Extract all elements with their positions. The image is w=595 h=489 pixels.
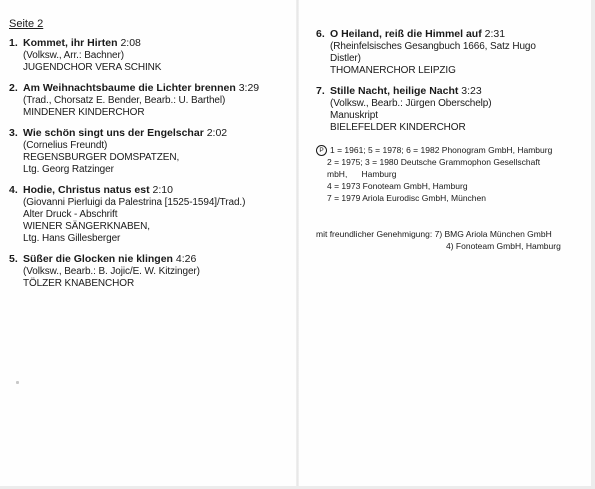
paper-speck [16,381,19,384]
phonogram-p-icon: P [316,145,327,156]
track-title: Wie schön singt uns der Engelschar [23,127,204,139]
rights-line: 4 = 1973 Fonoteam GmbH, Hamburg [327,181,468,191]
track-heading [23,37,293,50]
track-credit-line: (Volksw., Bearb.: B. Jojic/E. W. Kitzinger) [23,266,200,277]
track-duration: 2:10 [152,184,173,196]
track-title: Kommet, ihr Hirten [23,37,118,49]
track-number: 5. [9,253,18,265]
track-item [9,127,293,176]
track-credit-line: (Cornelius Freundt) [23,140,108,151]
track-credit-line: (Trad., Chorsatz E. Bender, Bearb.: U. Barthel) [23,95,226,106]
rights-line: 1 = 1961; 5 = 1978; 6 = 1982 Phonogram GmbH, Hamburg [330,145,553,155]
track-duration: 3:23 [461,85,482,97]
track-item [9,184,293,245]
track-body [23,37,293,74]
track-body [23,253,293,290]
track-credit-line: Alter Druck - Abschrift [23,209,118,220]
track-item [9,37,293,74]
track-title: Am Weihnachtsbaume die Lichter brennen [23,82,236,94]
track-duration: 3:29 [238,82,260,94]
permission-line: mit freundlicher Genehmigung: 7) BMG Ariola München GmbH [316,229,552,239]
track-credit-line: (Volksw., Bearb.: Jürgen Oberschelp) [330,98,492,109]
track-duration: 2:08 [120,37,141,49]
track-credit-line: THOMANERCHOR LEIPZIG [330,65,456,76]
track-body [23,184,293,245]
track-heading [330,28,588,41]
track-number: 4. [9,184,18,196]
track-credit-line: JUGENDCHOR VERA SCHINK [23,62,162,73]
track-duration: 4:26 [175,253,197,265]
track-duration: 2:31 [484,28,506,40]
page-edge-right [591,0,595,489]
track-credit-line: Manuskript [330,110,378,121]
track-number: 7. [316,85,325,97]
left-column [9,18,293,298]
track-item [316,28,588,77]
track-body [23,127,293,176]
left-track-list [9,37,293,290]
right-track-list [316,28,588,134]
track-item [9,82,293,119]
track-credit-line: REGENSBURGER DOMSPATZEN, [23,152,180,163]
track-credit-line: BIELEFELDER KINDERCHOR [330,122,466,133]
rights-line: 2 = 1975; 3 = 1980 Deutsche Grammophon Gesellschaft [327,157,541,167]
track-credit-line: Ltg. Georg Ratzinger [23,164,114,175]
track-credit-line: (Rheinfelsisches Gesangbuch 1666, Satz Hugo [330,41,536,52]
track-credit-line: WIENER SÄNGERKNABEN, [23,221,150,232]
rights-line: mbH, Hamburg [327,169,397,179]
track-heading [330,85,588,98]
track-credit-line: TÖLZER KNABENCHOR [23,278,135,289]
track-credit-line: Ltg. Hans Gillesberger [23,233,121,244]
track-number: 3. [9,127,18,139]
track-title: Hodie, Christus natus est [23,184,150,196]
rights-first-line [316,144,588,156]
permission-block [316,228,588,252]
track-heading [23,253,293,266]
side-title: Seite 2 [9,18,44,30]
track-number: 6. [316,28,325,40]
track-credit-line: (Volksw., Arr.: Bachner) [23,50,124,61]
track-heading [23,184,293,197]
track-credit-line: MINDENER KINDERCHOR [23,107,145,118]
fold-line [296,0,299,489]
track-heading [23,127,293,140]
right-column [316,28,588,252]
track-title: Süßer die Glocken nie klingen [23,253,173,265]
rights-block [316,144,588,204]
track-number: 1. [9,37,18,49]
permission-line: 4) Fonoteam GmbH, Hamburg [446,241,561,251]
track-credit-line: (Giovanni Pierluigi da Palestrina [1525-1594]/Trad.) [23,197,246,208]
track-body [23,82,293,119]
track-item [316,85,588,134]
track-credit-line: Distler) [330,53,361,64]
track-body [330,28,588,77]
rights-line: 7 = 1979 Ariola Eurodisc GmbH, München [327,193,486,203]
track-item [9,253,293,290]
track-title: Stille Nacht, heilige Nacht [330,85,459,97]
track-body [330,85,588,134]
track-title: O Heiland, reiß die Himmel auf [330,28,482,40]
track-duration: 2:02 [206,127,228,139]
track-heading [23,82,293,95]
track-number: 2. [9,82,18,94]
